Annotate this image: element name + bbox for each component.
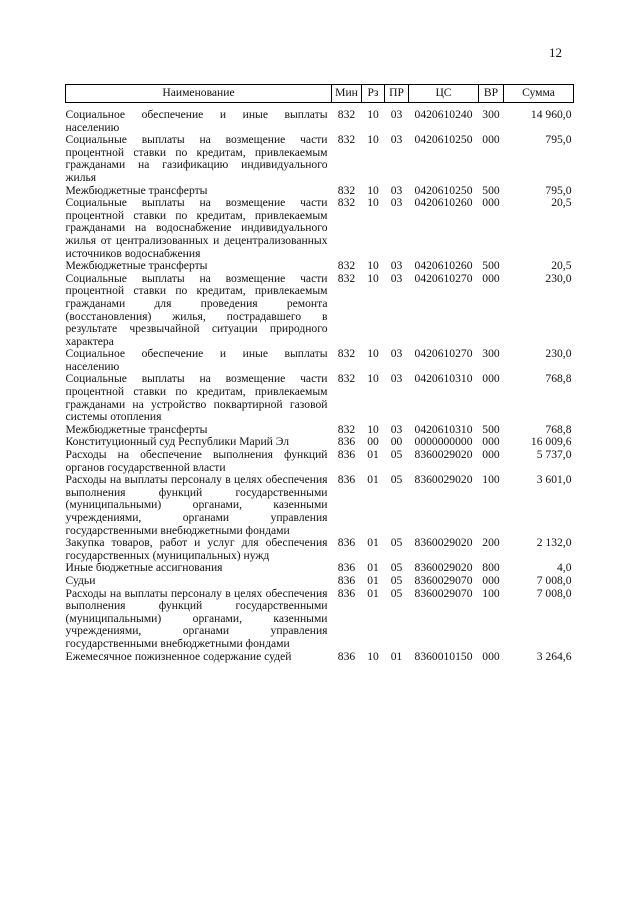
row-cs: 8360029070 — [414, 586, 473, 600]
table-row — [66, 449, 574, 474]
row-cs: 0420610250 — [414, 133, 473, 147]
row-rz: 01 — [367, 473, 379, 487]
row-rz: 10 — [367, 271, 379, 285]
row-vr: 000 — [482, 133, 500, 147]
row-min: 836 — [337, 561, 356, 575]
row-name: Социальные выплаты на возмещение части процентной ставки по кредитам, привлекаемым гражданами на водоснабжение индивидуального жилья от централизованных и децентрализованных источников водоснабжения — [65, 196, 328, 260]
row-min: 836 — [337, 649, 356, 663]
row-name: Расходы на выплаты персоналу в целях обеспечения выполнения функций государственными (муниципальными) органами, казенными учреждениями, органами управления государственными внебюджетными фондами — [65, 473, 328, 537]
row-vr: 200 — [482, 536, 500, 550]
row-sum: 20,5 — [551, 196, 572, 210]
row-vr: 100 — [482, 586, 500, 600]
row-name: Закупка товаров, работ и услуг для обеспечения государственных (муниципальных) нужд — [65, 536, 328, 562]
row-sum: 2 132,0 — [536, 536, 572, 550]
table-row — [66, 103, 574, 135]
row-vr: 500 — [482, 422, 500, 436]
row-vr: 300 — [482, 347, 500, 361]
row-rz: 10 — [367, 422, 379, 436]
row-name: Судьи — [65, 573, 96, 587]
row-sum: 768,8 — [545, 422, 572, 436]
header-sum: Сумма — [504, 85, 574, 103]
row-pr: 05 — [390, 573, 403, 587]
row-pr: 03 — [390, 422, 403, 436]
row-sum: 768,8 — [545, 372, 572, 386]
row-min: 832 — [337, 133, 356, 147]
row-sum: 5 737,0 — [536, 448, 572, 462]
row-vr: 000 — [482, 271, 500, 285]
row-vr: 800 — [482, 561, 500, 575]
row-name: Конституционный суд Республики Марий Эл — [65, 435, 290, 449]
row-sum: 4,0 — [557, 561, 572, 575]
row-rz: 00 — [367, 435, 379, 449]
row-sum: 3 601,0 — [536, 473, 572, 487]
table-row — [66, 134, 574, 184]
table-row — [66, 273, 574, 349]
row-sum: 20,5 — [551, 259, 572, 273]
row-pr: 03 — [390, 108, 403, 121]
row-sum: 230,0 — [545, 347, 572, 361]
row-sum: 16 009,6 — [530, 435, 572, 449]
table-row — [66, 588, 574, 651]
row-vr: 000 — [482, 196, 500, 210]
row-name: Социальные выплаты на возмещение части процентной ставки по кредитам, привлекаемым гражданами на устройство поквартирной газовой системы отопления — [65, 372, 328, 424]
header-min: Мин — [332, 85, 362, 103]
row-rz: 01 — [367, 561, 379, 575]
row-pr: 03 — [390, 196, 403, 210]
table-row — [66, 373, 574, 423]
row-name: Межбюджетные трансферты — [65, 183, 208, 197]
row-sum: 795,0 — [545, 133, 572, 147]
row-name: Социальные выплаты на возмещение части процентной ставки по кредитам, привлекаемым гражданами на газификацию индивидуального жилья — [65, 133, 328, 184]
row-min: 832 — [337, 347, 356, 361]
row-cs: 8360029020 — [414, 561, 473, 575]
table-row — [66, 651, 574, 664]
row-pr: 05 — [390, 536, 403, 550]
row-cs: 8360029020 — [414, 473, 473, 487]
row-min: 832 — [337, 183, 356, 197]
row-rz: 01 — [367, 573, 379, 587]
row-pr: 03 — [390, 133, 403, 147]
row-vr: 500 — [482, 183, 500, 197]
row-min: 832 — [337, 422, 356, 436]
row-cs: 0420610260 — [414, 196, 473, 210]
row-cs: 0000000000 — [414, 435, 473, 449]
row-cs: 8360029070 — [414, 573, 473, 587]
row-min: 836 — [337, 448, 356, 462]
row-rz: 01 — [367, 586, 379, 600]
row-cs: 8360029020 — [414, 536, 473, 550]
row-min: 832 — [337, 196, 356, 210]
row-rz: 10 — [367, 649, 379, 663]
budget-table — [65, 84, 574, 663]
row-cs: 0420610310 — [414, 422, 473, 436]
row-pr: 03 — [390, 183, 403, 197]
row-vr: 000 — [482, 372, 500, 386]
row-vr: 000 — [482, 649, 500, 663]
row-pr: 03 — [390, 259, 403, 273]
row-rz: 10 — [367, 259, 379, 273]
row-cs: 0420610240 — [414, 108, 473, 121]
row-cs: 0420610310 — [414, 372, 473, 386]
row-cs: 0420610250 — [414, 183, 473, 197]
row-vr: 000 — [482, 435, 500, 449]
row-min: 832 — [337, 108, 356, 121]
header-rz: Рз — [362, 85, 385, 103]
row-pr: 05 — [390, 586, 403, 600]
row-pr: 03 — [390, 372, 403, 386]
row-vr: 100 — [482, 473, 500, 487]
row-rz: 10 — [367, 108, 379, 121]
row-rz: 10 — [367, 183, 379, 197]
page-number: 12 — [549, 45, 562, 60]
row-cs: 8360010150 — [414, 649, 473, 663]
header-cs: ЦС — [409, 85, 479, 103]
table-row — [66, 537, 574, 562]
row-name: Межбюджетные трансферты — [65, 422, 208, 436]
row-pr: 05 — [390, 448, 403, 462]
row-vr: 300 — [482, 108, 500, 121]
row-cs: 0420610270 — [414, 271, 473, 285]
row-sum: 795,0 — [545, 183, 572, 197]
row-pr: 00 — [390, 435, 403, 449]
row-sum: 14 960,0 — [530, 108, 572, 121]
row-name: Социальное обеспечение и иные выплаты населению — [65, 347, 328, 373]
table-header-row — [66, 85, 574, 103]
header-name: Наименование — [66, 85, 332, 103]
table-row — [66, 348, 574, 373]
row-pr: 01 — [390, 649, 403, 663]
row-name: Межбюджетные трансферты — [65, 259, 208, 273]
row-min: 836 — [337, 435, 356, 449]
row-pr: 05 — [390, 561, 403, 575]
row-min: 832 — [337, 271, 356, 285]
row-rz: 10 — [367, 347, 379, 361]
row-min: 836 — [337, 586, 356, 600]
row-cs: 0420610260 — [414, 259, 473, 273]
row-min: 836 — [337, 473, 356, 487]
row-sum: 3 264,6 — [536, 649, 572, 663]
row-pr: 03 — [390, 347, 403, 361]
row-vr: 000 — [482, 573, 500, 587]
table-body — [66, 103, 574, 664]
row-name: Ежемесячное пожизненное содержание судей — [65, 649, 292, 663]
row-name: Социальные выплаты на возмещение части процентной ставки по кредитам, привлекаемым гражданами для проведения ремонта (восстановления) жилья, пострадавшего в результате чрезвычайной ситуации природного характера — [65, 271, 328, 348]
table-row — [66, 260, 574, 273]
row-sum: 7 008,0 — [536, 573, 572, 587]
table-row — [66, 197, 574, 260]
row-min: 832 — [337, 259, 356, 273]
row-rz: 01 — [367, 448, 379, 462]
row-sum: 230,0 — [545, 271, 572, 285]
table-row — [66, 575, 574, 588]
header-vr: ВР — [479, 85, 504, 103]
row-min: 836 — [337, 536, 356, 550]
row-min: 832 — [337, 372, 356, 386]
header-pr: ПР — [385, 85, 409, 103]
row-pr: 05 — [390, 473, 403, 487]
row-min: 836 — [337, 573, 356, 587]
row-rz: 10 — [367, 196, 379, 210]
row-name: Расходы на выплаты персоналу в целях обеспечения выполнения функций государственными (муниципальными) органами, казенными учреждениями, органами управления государственными внебюджетными фондами — [65, 586, 328, 650]
row-cs: 8360029020 — [414, 448, 473, 462]
row-cs: 0420610270 — [414, 347, 473, 361]
row-rz: 10 — [367, 372, 379, 386]
row-vr: 500 — [482, 259, 500, 273]
row-name: Расходы на обеспечение выполнения функций органов государственной власти — [65, 448, 328, 474]
row-sum: 7 008,0 — [536, 586, 572, 600]
row-name: Социальное обеспечение и иные выплаты населению — [65, 108, 328, 134]
row-vr: 000 — [482, 448, 500, 462]
row-rz: 01 — [367, 536, 379, 550]
row-name: Иные бюджетные ассигнования — [65, 561, 223, 575]
row-pr: 03 — [390, 271, 403, 285]
row-rz: 10 — [367, 133, 379, 147]
table-row — [66, 474, 574, 537]
